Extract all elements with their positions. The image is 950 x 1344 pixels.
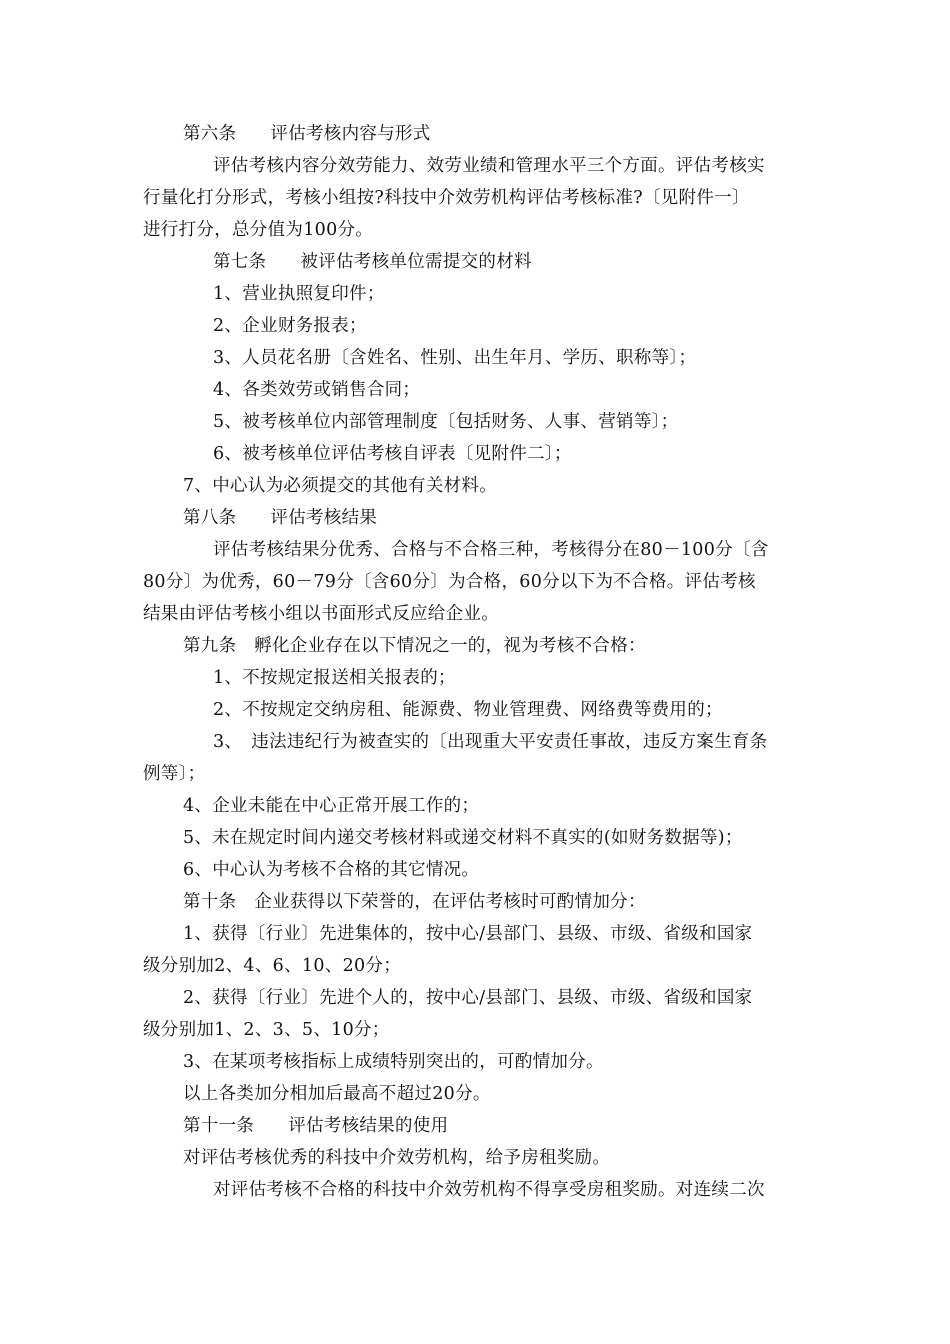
- paragraph-line: 行量化打分形式，考核小组按?科技中介效劳机构评估考核标准?〔见附件一〕: [143, 188, 750, 208]
- article-10-heading: 第十条 企业获得以下荣誉的，在评估考核时可酌情加分：: [183, 892, 646, 912]
- paragraph-line: 以上各类加分相加后最高不超过20分。: [183, 1084, 491, 1104]
- list-item: 6、中心认为考核不合格的其它情况。: [183, 860, 480, 880]
- article-6-heading: [183, 123, 431, 145]
- list-item: 3、人员花名册〔含姓名、性别、出生年月、学历、职称等〕；: [213, 348, 697, 368]
- paragraph-line: 对评估考核不合格的科技中介效劳机构不得享受房租奖励。对连续二次: [213, 1180, 765, 1200]
- article-7-heading: [213, 251, 532, 273]
- list-item: 3、在某项考核指标上成绩特别突出的，可酌情加分。: [183, 1052, 604, 1072]
- list-item: 6、被考核单位评估考核自评表〔见附件二〕；: [213, 444, 572, 464]
- paragraph-line: 评估考核内容分效劳能力、效劳业绩和管理水平三个方面。评估考核实: [213, 156, 765, 176]
- paragraph-line: 对评估考核优秀的科技中介效劳机构，给予房租奖励。: [183, 1148, 611, 1168]
- list-item: 级分别加1、2、3、5、10分；: [143, 1020, 390, 1040]
- paragraph-line: 评估考核结果分优秀、合格与不合格三种，考核得分在80－100分〔含: [213, 540, 769, 560]
- paragraph-line: 进行打分，总分值为100分。: [143, 220, 374, 240]
- article-title: 评估考核内容与形式: [270, 124, 431, 144]
- article-number: 第十一条: [183, 1116, 255, 1136]
- list-item: 1、营业执照复印件；: [213, 284, 385, 304]
- article-9-heading: 第九条 孵化企业存在以下情况之一的，视为考核不合格：: [183, 636, 646, 656]
- list-item: 级分别加2、4、6、10、20分；: [143, 956, 402, 976]
- article-number: 第七条: [213, 252, 267, 272]
- article-title: 评估考核结果: [270, 508, 378, 528]
- list-item: 1、不按规定报送相关报表的；: [213, 668, 456, 688]
- list-item: 4、企业未能在中心正常开展工作的；: [183, 796, 480, 816]
- list-item: 3、 违法违纪行为被查实的〔出现重大平安责任事故，违反方案生育条: [213, 732, 768, 752]
- list-item: 2、企业财务报表；: [213, 316, 367, 336]
- article-8-heading: [183, 507, 377, 529]
- list-item: 例等〕；: [143, 764, 206, 784]
- paragraph-line: 结果由评估考核小组以书面形式反应给企业。: [143, 604, 499, 624]
- article-11-heading: [183, 1115, 448, 1137]
- list-item: 5、未在规定时间内递交考核材料或递交材料不真实的(如财务数据等)；: [183, 828, 743, 848]
- list-item: 4、各类效劳或销售合同；: [213, 380, 421, 400]
- list-item: 2、获得〔行业〕先进个人的，按中心/县部门、县级、市级、省级和国家: [183, 988, 753, 1008]
- list-item: 5、被考核单位内部管理制度〔包括财务、人事、营销等〕；: [213, 412, 679, 432]
- list-item: 7、中心认为必须提交的其他有关材料。: [183, 476, 498, 496]
- paragraph-line: 80分〕为优秀，60－79分〔含60分〕为合格，60分以下为不合格。评估考核: [143, 572, 756, 592]
- article-title: 被评估考核单位需提交的材料: [300, 252, 532, 272]
- list-item: 1、获得〔行业〕先进集体的，按中心/县部门、县级、市级、省级和国家: [183, 924, 753, 944]
- article-number: 第六条: [183, 124, 237, 144]
- list-item: 2、不按规定交纳房租、能源费、物业管理费、网络费等费用的；: [213, 700, 723, 720]
- article-title: 评估考核结果的使用: [288, 1116, 449, 1136]
- article-number: 第八条: [183, 508, 237, 528]
